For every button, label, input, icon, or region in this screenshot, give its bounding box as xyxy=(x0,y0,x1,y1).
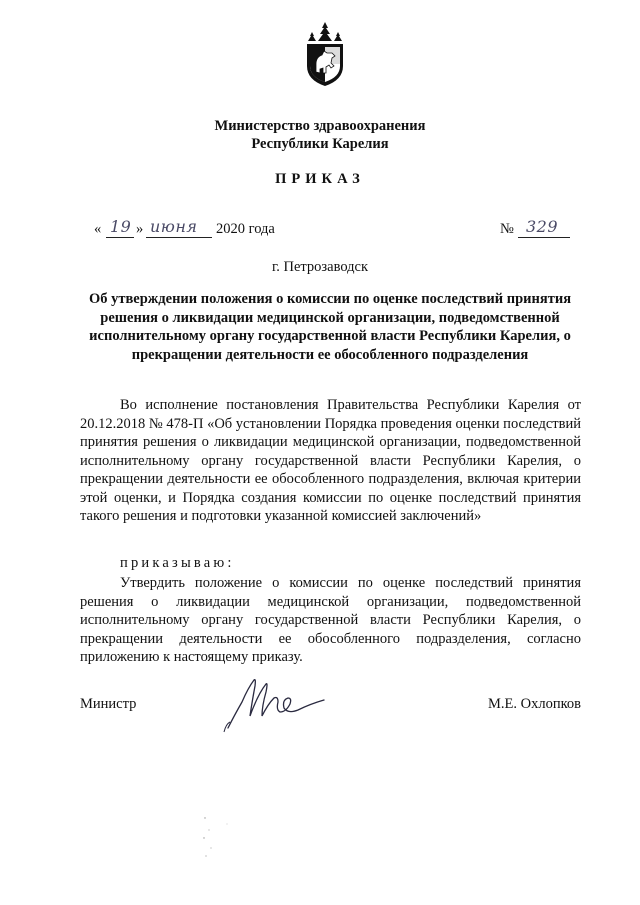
open-quote: « xyxy=(94,221,102,237)
ministry-name: Министерство здравоохранения xyxy=(214,118,426,134)
close-quote: » xyxy=(136,221,144,237)
signer-name: М.Е. Охлопков xyxy=(488,696,581,712)
signer-position: Министр xyxy=(80,696,137,712)
handwritten-number: 329 xyxy=(526,217,559,236)
ministry-header xyxy=(0,117,640,153)
month-underline xyxy=(146,237,212,238)
subject-line: исполнительному органу государственной власти Республики Карелия, о xyxy=(89,328,571,344)
day-underline xyxy=(106,237,134,238)
handwritten-signature xyxy=(220,668,330,734)
handwritten-day: 19 xyxy=(110,217,132,236)
subject-line: Об утверждении положения о комиссии по оценке последствий принятия xyxy=(88,291,572,307)
date-number-line xyxy=(80,217,580,243)
handwritten-month: июня xyxy=(150,217,198,236)
scan-artifact-marks xyxy=(195,810,255,860)
decree-word: приказываю: xyxy=(120,555,235,571)
republic-name: Республики Карелия xyxy=(251,136,389,152)
order-subject xyxy=(80,290,580,364)
document-type-title: ПРИКАЗ xyxy=(275,171,365,187)
number-label: № xyxy=(500,221,514,237)
decree-paragraph: Утвердить положение о комиссии по оценке последствий принятия решения о ликвидации медицинской организации, подведомственной исполнительному органу государственной власти Республики Карелия, о прекращении деятельности ее обособленного подразделения, согласно приложению к настоящему приказу. xyxy=(80,575,581,665)
number-underline xyxy=(518,237,570,238)
subject-line: решения о ликвидации медицинской организации, подведомственной xyxy=(100,309,560,326)
signature-row xyxy=(80,696,581,718)
preamble-paragraph: Во исполнение постановления Правительства Республики Карелия от 20.12.2018 № 478-П «Об установлении Порядка проведения оценки последствий принятия решения о ликвидации медицинской организации, подведомственной исполнительному органу государственной власти Республики Карелия, о прекращении деятельности ее обособленного подразделения, включая критерии этой оценки, и Порядка создания комиссии по оценке последствий принятия такого решения и подготовки указанной комиссией заключений» xyxy=(80,397,581,524)
city-name: г. Петрозаводск xyxy=(271,259,369,275)
subject-line: прекращении деятельности ее обособленного подразделения xyxy=(131,346,529,363)
year-text: 2020 года xyxy=(216,221,275,237)
coat-of-arms-emblem xyxy=(302,20,348,88)
